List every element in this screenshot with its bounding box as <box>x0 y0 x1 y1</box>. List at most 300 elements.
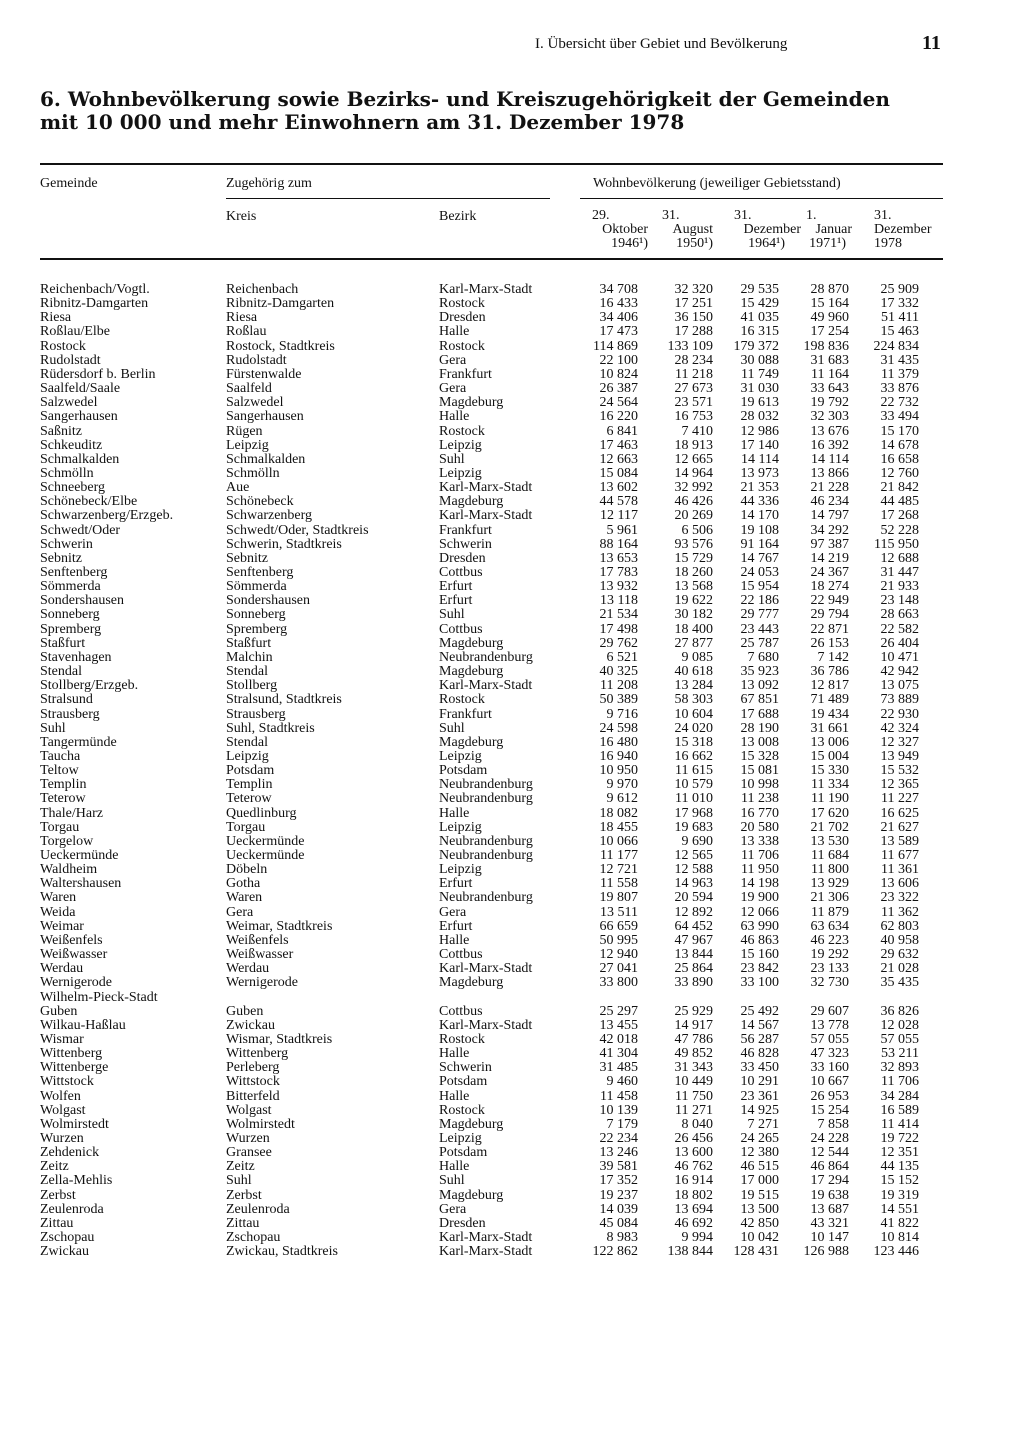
cell-bezirk: Rostock <box>439 423 485 439</box>
cell-kreis: Wurzen <box>226 1131 270 1146</box>
cell-1950: 31 343 <box>674 1060 713 1076</box>
cell-bezirk: Gera <box>439 904 467 920</box>
cell-1964: 15 328 <box>740 748 779 764</box>
cell-1964: 30 088 <box>740 352 779 368</box>
cell-kreis: Senftenberg <box>226 565 294 580</box>
cell-kreis: Döbeln <box>226 862 268 878</box>
cell-1964: 12 986 <box>740 423 779 439</box>
cell-1946: 14 039 <box>599 1201 638 1217</box>
table-row <box>0 1203 1024 1217</box>
cell-1950: 7 410 <box>681 423 713 439</box>
table-row <box>0 863 1024 877</box>
cell-gemeinde: Weimar <box>40 918 84 934</box>
cell-1946: 5 961 <box>606 522 638 538</box>
cell-1946: 11 208 <box>600 678 638 694</box>
cell-1946: 50 389 <box>599 692 638 708</box>
cell-1946: 12 117 <box>600 508 638 524</box>
cell-1964: 13 338 <box>740 833 779 849</box>
header-zugehoerig: Zugehörig zum <box>226 176 312 191</box>
cell-1946: 9 460 <box>606 1074 638 1090</box>
cell-1946: 24 564 <box>599 395 638 411</box>
cell-kreis: Riesa <box>226 310 258 326</box>
table-title <box>40 88 940 134</box>
table-row <box>0 283 1024 297</box>
cell-1978: 12 028 <box>880 1017 919 1033</box>
cell-kreis: Spremberg <box>226 621 288 637</box>
cell-kreis: Roßlau <box>226 324 267 340</box>
cell-bezirk: Dresden <box>439 310 486 326</box>
cell-1978: 19 319 <box>880 1187 919 1203</box>
cell-kreis: Weimar, Stadtkreis <box>226 918 333 934</box>
cell-bezirk: Potsdam <box>439 1145 488 1161</box>
cell-kreis: Zwickau <box>226 1017 275 1033</box>
cell-kreis: Zeulenroda <box>226 1201 290 1217</box>
cell-gemeinde: Sondershausen <box>40 593 124 609</box>
table-row <box>0 495 1024 509</box>
cell-gemeinde: Torgelow <box>40 833 94 849</box>
cell-1978: 21 627 <box>880 819 919 835</box>
cell-1978: 13 606 <box>880 876 919 892</box>
cell-1946: 42 018 <box>599 1031 638 1047</box>
cell-1971: 71 489 <box>810 692 849 708</box>
cell-bezirk: Neubrandenburg <box>439 848 533 863</box>
cell-1964: 21 353 <box>740 480 779 496</box>
cell-1978: 44 485 <box>880 494 919 510</box>
cell-1971: 63 634 <box>810 918 849 934</box>
table-row <box>0 1160 1024 1174</box>
cell-1946: 7 179 <box>606 1116 638 1132</box>
table-row <box>0 1132 1024 1146</box>
cell-kreis: Fürstenwalde <box>226 366 302 382</box>
cell-1964: 46 828 <box>740 1046 779 1062</box>
cell-kreis: Rügen <box>226 423 263 439</box>
cell-1950: 20 594 <box>674 890 713 906</box>
cell-1978: 44 135 <box>880 1159 919 1175</box>
cell-1946: 9 612 <box>606 791 638 807</box>
cell-1946: 16 433 <box>599 296 638 312</box>
cell-1964: 19 613 <box>740 395 779 411</box>
cell-1964: 14 114 <box>741 451 779 467</box>
title-line-2: mit 10 000 und mehr Einwohnern am 31. Dezember 1978 <box>40 110 685 134</box>
cell-1950: 16 753 <box>674 409 713 425</box>
cell-1978: 224 834 <box>873 338 919 354</box>
table-row <box>0 1146 1024 1160</box>
cell-bezirk: Halle <box>439 1046 470 1062</box>
cell-bezirk: Frankfurt <box>439 366 492 382</box>
cell-1950: 46 426 <box>674 494 713 510</box>
cell-1971: 13 006 <box>810 734 849 750</box>
cell-1950: 18 802 <box>674 1187 713 1203</box>
cell-1946: 9 716 <box>606 706 638 722</box>
cell-1971: 18 274 <box>810 579 849 595</box>
cell-1946: 13 455 <box>599 1017 638 1033</box>
cell-bezirk: Erfurt <box>439 579 473 595</box>
table-row <box>0 807 1024 821</box>
table-row <box>0 382 1024 396</box>
cell-1946: 15 084 <box>599 465 638 481</box>
cell-kreis: Schmölln <box>226 465 280 481</box>
table-row <box>0 920 1024 934</box>
table-row <box>0 608 1024 622</box>
cell-1950: 12 588 <box>674 862 713 878</box>
cell-bezirk: Rostock <box>439 338 485 354</box>
cell-1978: 21 028 <box>880 961 919 977</box>
cell-bezirk: Magdeburg <box>439 494 504 510</box>
cell-kreis: Schmalkalden <box>226 451 306 467</box>
cell-1971: 24 367 <box>810 565 849 580</box>
cell-1964: 11 238 <box>741 791 779 807</box>
cell-1964: 22 186 <box>740 593 779 609</box>
cell-gemeinde: Schmalkalden <box>40 451 120 467</box>
cell-1964: 28 190 <box>740 720 779 736</box>
table-row <box>0 340 1024 354</box>
cell-gemeinde: Weida <box>40 904 76 920</box>
cell-1964: 28 032 <box>740 409 779 425</box>
cell-1946: 34 708 <box>599 282 638 297</box>
cell-1964: 17 000 <box>740 1173 779 1189</box>
cell-1950: 40 618 <box>674 664 713 680</box>
cell-bezirk: Frankfurt <box>439 706 492 722</box>
page-number: 11 <box>922 32 941 54</box>
cell-kreis: Stollberg <box>226 678 278 694</box>
cell-1964: 14 170 <box>740 508 779 524</box>
cell-1950: 138 844 <box>667 1244 713 1260</box>
cell-kreis: Leipzig <box>226 437 269 453</box>
cell-gemeinde: Weißenfels <box>40 932 103 948</box>
cell-bezirk: Halle <box>439 1159 470 1175</box>
cell-1971: 21 228 <box>810 480 849 496</box>
cell-1971: 11 800 <box>811 862 849 878</box>
cell-1964: 179 372 <box>733 338 779 354</box>
cell-gemeinde: Schwerin <box>40 536 93 552</box>
cell-bezirk: Rostock <box>439 1031 485 1047</box>
cell-1978: 17 268 <box>880 508 919 524</box>
title-line-1: 6. Wohnbevölkerung sowie Bezirks- und Kreiszugehörigkeit der Gemeinden <box>40 87 890 111</box>
cell-gemeinde: Zerbst <box>40 1187 76 1203</box>
cell-1950: 18 913 <box>674 437 713 453</box>
cell-bezirk: Magdeburg <box>439 1187 504 1203</box>
cell-1950: 64 452 <box>674 918 713 934</box>
cell-bezirk: Erfurt <box>439 876 473 892</box>
cell-1978: 11 379 <box>881 366 919 382</box>
cell-1971: 36 786 <box>810 664 849 680</box>
cell-1946: 12 663 <box>599 451 638 467</box>
table-row <box>0 538 1024 552</box>
cell-1964: 23 842 <box>740 961 779 977</box>
cell-1950: 26 456 <box>674 1131 713 1146</box>
cell-1946: 24 598 <box>599 720 638 736</box>
cell-bezirk: Schwerin <box>439 536 492 552</box>
table-row <box>0 297 1024 311</box>
cell-kreis: Sangerhausen <box>226 409 304 425</box>
table-row <box>0 665 1024 679</box>
cell-gemeinde: Rudolstadt <box>40 352 101 368</box>
cell-1946: 21 534 <box>599 607 638 623</box>
cell-1950: 47 967 <box>674 932 713 948</box>
cell-1971: 17 294 <box>810 1173 849 1189</box>
cell-gemeinde: Sonneberg <box>40 607 100 623</box>
cell-1950: 25 929 <box>674 1003 713 1019</box>
cell-1978: 35 435 <box>880 975 919 991</box>
cell-bezirk: Cottbus <box>439 621 483 637</box>
cell-1946: 12 721 <box>599 862 638 878</box>
cell-gemeinde: Zehdenick <box>40 1145 100 1161</box>
header-date-5-month: Dezember <box>874 222 932 237</box>
top-rule <box>40 163 943 165</box>
cell-kreis: Wernigerode <box>226 975 298 991</box>
cell-gemeinde: Zella-Mehlis <box>40 1173 113 1189</box>
cell-1964: 7 271 <box>747 1116 779 1132</box>
cell-1950: 17 251 <box>674 296 713 312</box>
cell-1964: 7 680 <box>747 649 779 665</box>
cell-1978: 31 447 <box>880 565 919 580</box>
cell-1971: 13 687 <box>810 1201 849 1217</box>
cell-kreis: Zeitz <box>226 1159 255 1175</box>
cell-bezirk: Erfurt <box>439 593 473 609</box>
cell-1971: 28 870 <box>810 282 849 297</box>
cell-1946: 40 325 <box>599 664 638 680</box>
cell-gemeinde: Waltershausen <box>40 876 122 892</box>
cell-1964: 29 777 <box>740 607 779 623</box>
cell-1964: 46 863 <box>740 932 779 948</box>
cell-1978: 25 909 <box>880 282 919 297</box>
cell-gemeinde: Schwedt/Oder <box>40 522 121 538</box>
table-row <box>0 1061 1024 1075</box>
cell-1950: 25 864 <box>674 961 713 977</box>
cell-1971: 33 643 <box>810 381 849 397</box>
cell-1946: 11 177 <box>600 848 638 863</box>
cell-1971: 13 866 <box>810 465 849 481</box>
cell-1978: 13 075 <box>880 678 919 694</box>
cell-1971: 21 306 <box>810 890 849 906</box>
cell-kreis: Ueckermünde <box>226 833 305 849</box>
cell-1950: 93 576 <box>674 536 713 552</box>
table-row <box>0 891 1024 905</box>
cell-1946: 19 237 <box>599 1187 638 1203</box>
cell-gemeinde: Weißwasser <box>40 947 108 963</box>
cell-gemeinde: Saßnitz <box>40 423 82 439</box>
cell-kreis: Wittstock <box>226 1074 280 1090</box>
cell-1971: 13 929 <box>810 876 849 892</box>
cell-1964: 16 770 <box>740 805 779 821</box>
header-date-4-year: 1971¹) <box>809 236 846 251</box>
cell-1964: 19 108 <box>740 522 779 538</box>
header-date-3-day: 31. <box>734 208 752 223</box>
cell-kreis: Potsdam <box>226 763 275 779</box>
cell-1946: 10 824 <box>599 366 638 382</box>
cell-1971: 46 234 <box>810 494 849 510</box>
cell-gemeinde: Wolgast <box>40 1102 86 1118</box>
header-date-2-day: 31. <box>662 208 680 223</box>
cell-1964: 16 315 <box>740 324 779 340</box>
cell-kreis: Waren <box>226 890 263 906</box>
table-row <box>0 764 1024 778</box>
cell-gemeinde: Wilhelm-Pieck-Stadt <box>40 989 158 1005</box>
cell-1950: 15 318 <box>674 734 713 750</box>
cell-bezirk: Magdeburg <box>439 635 504 651</box>
cell-gemeinde: Schwarzenberg/Erzgeb. <box>40 508 174 524</box>
cell-bezirk: Karl-Marx-Stadt <box>439 961 533 977</box>
cell-gemeinde: Waldheim <box>40 862 98 878</box>
cell-1964: 13 092 <box>740 678 779 694</box>
cell-1946: 19 807 <box>599 890 638 906</box>
table-row <box>0 311 1024 325</box>
cell-1964: 24 053 <box>740 565 779 580</box>
cell-1950: 14 964 <box>674 465 713 481</box>
cell-1950: 47 786 <box>674 1031 713 1047</box>
cell-1978: 40 958 <box>880 932 919 948</box>
cell-1971: 13 778 <box>810 1017 849 1033</box>
header-date-1-day: 29. <box>592 208 610 223</box>
cell-1978: 12 365 <box>880 777 919 793</box>
table-row <box>0 906 1024 920</box>
cell-1978: 62 803 <box>880 918 919 934</box>
cell-1971: 26 153 <box>810 635 849 651</box>
cell-1971: 19 638 <box>810 1187 849 1203</box>
cell-gemeinde: Stavenhagen <box>40 649 112 665</box>
cell-bezirk: Leipzig <box>439 437 482 453</box>
cell-1978: 15 532 <box>880 763 919 779</box>
cell-1978: 10 814 <box>880 1230 919 1246</box>
cell-1950: 9 085 <box>681 649 713 665</box>
cell-1971: 14 114 <box>811 451 849 467</box>
cell-1950: 23 571 <box>674 395 713 411</box>
cell-1971: 46 864 <box>810 1159 849 1175</box>
cell-1946: 45 084 <box>599 1215 638 1231</box>
cell-1978: 12 351 <box>880 1145 919 1161</box>
cell-1946: 44 578 <box>599 494 638 510</box>
cell-bezirk: Cottbus <box>439 947 483 963</box>
cell-1964: 42 850 <box>740 1215 779 1231</box>
cell-1950: 11 218 <box>675 366 713 382</box>
cell-1971: 34 292 <box>810 522 849 538</box>
cell-1964: 17 688 <box>740 706 779 722</box>
cell-1946: 122 862 <box>592 1244 638 1260</box>
cell-1978: 11 362 <box>881 904 919 920</box>
cell-bezirk: Magdeburg <box>439 734 504 750</box>
cell-gemeinde: Tangermünde <box>40 734 117 750</box>
cell-1971: 14 797 <box>810 508 849 524</box>
table-row <box>0 1005 1024 1019</box>
cell-1978: 21 842 <box>880 480 919 496</box>
cell-1971: 26 953 <box>810 1088 849 1104</box>
table-row <box>0 1245 1024 1259</box>
cell-kreis: Wittenberg <box>226 1046 289 1062</box>
cell-1978: 17 332 <box>880 296 919 312</box>
cell-1946: 22 234 <box>599 1131 638 1146</box>
cell-1964: 14 767 <box>740 550 779 566</box>
cell-gemeinde: Suhl <box>40 720 66 736</box>
cell-1964: 23 443 <box>740 621 779 637</box>
cell-1978: 31 435 <box>880 352 919 368</box>
cell-1978: 14 678 <box>880 437 919 453</box>
header-gemeinde: Gemeinde <box>40 176 98 191</box>
table-row <box>0 439 1024 453</box>
table-row <box>0 354 1024 368</box>
table-row <box>0 1104 1024 1118</box>
cell-gemeinde: Waren <box>40 890 77 906</box>
header-date-5-day: 31. <box>874 208 892 223</box>
cell-kreis: Sonneberg <box>226 607 286 623</box>
cell-1971: 11 334 <box>811 777 849 793</box>
cell-bezirk: Rostock <box>439 296 485 312</box>
cell-1946: 27 041 <box>599 961 638 977</box>
cell-gemeinde: Staßfurt <box>40 635 86 651</box>
cell-1971: 21 702 <box>810 819 849 835</box>
cell-1950: 133 109 <box>667 338 713 354</box>
cell-1978: 29 632 <box>880 947 919 963</box>
cell-gemeinde: Thale/Harz <box>40 805 103 821</box>
header-bezirk: Bezirk <box>439 209 477 224</box>
cell-bezirk: Magdeburg <box>439 395 504 411</box>
cell-kreis: Wolgast <box>226 1102 272 1118</box>
table-row <box>0 1047 1024 1061</box>
cell-bezirk: Karl-Marx-Stadt <box>439 508 533 524</box>
table-row <box>0 481 1024 495</box>
cell-1978: 42 324 <box>880 720 919 736</box>
header-kreis: Kreis <box>226 209 257 224</box>
cell-kreis: Weißwasser <box>226 947 294 963</box>
cell-bezirk: Gera <box>439 352 467 368</box>
table-row <box>0 849 1024 863</box>
cell-1971: 31 661 <box>810 720 849 736</box>
cell-1946: 11 458 <box>600 1088 638 1104</box>
cell-bezirk: Karl-Marx-Stadt <box>439 678 533 694</box>
cell-1978: 16 589 <box>880 1102 919 1118</box>
cell-bezirk: Magdeburg <box>439 1116 504 1132</box>
cell-1964: 10 998 <box>740 777 779 793</box>
cell-1950: 46 692 <box>674 1215 713 1231</box>
cell-1971: 32 730 <box>810 975 849 991</box>
table-row <box>0 948 1024 962</box>
table-row <box>0 934 1024 948</box>
cell-1950: 11 750 <box>675 1088 713 1104</box>
cell-1978: 33 494 <box>880 409 919 425</box>
header-wohnbevoelkerung: Wohnbevölkerung (jeweiliger Gebietsstand) <box>593 176 841 191</box>
cell-gemeinde: Teterow <box>40 791 86 807</box>
table-row <box>0 467 1024 481</box>
table-row <box>0 1189 1024 1203</box>
table-row <box>0 1019 1024 1033</box>
table-row <box>0 368 1024 382</box>
cell-1964: 13 973 <box>740 465 779 481</box>
table-row <box>0 651 1024 665</box>
cell-1950: 10 449 <box>674 1074 713 1090</box>
cell-1950: 27 877 <box>674 635 713 651</box>
cell-1971: 13 676 <box>810 423 849 439</box>
table-row <box>0 453 1024 467</box>
cell-1971: 49 960 <box>810 310 849 326</box>
cell-1978: 36 826 <box>880 1003 919 1019</box>
cell-1971: 29 607 <box>810 1003 849 1019</box>
cell-1971: 15 164 <box>810 296 849 312</box>
cell-1946: 6 521 <box>606 649 638 665</box>
cell-1964: 14 567 <box>740 1017 779 1033</box>
cell-1950: 36 150 <box>674 310 713 326</box>
table-row <box>0 325 1024 339</box>
cell-1950: 24 020 <box>674 720 713 736</box>
cell-kreis: Reichenbach <box>226 282 299 297</box>
cell-1964: 13 008 <box>740 734 779 750</box>
cell-1978: 52 228 <box>880 522 919 538</box>
cell-bezirk: Magdeburg <box>439 975 504 991</box>
cell-bezirk: Neubrandenburg <box>439 890 533 906</box>
cell-gemeinde: Stollberg/Erzgeb. <box>40 678 139 694</box>
cell-gemeinde: Salzwedel <box>40 395 98 411</box>
cell-1964: 15 081 <box>740 763 779 779</box>
cell-1946: 13 932 <box>599 579 638 595</box>
cell-gemeinde: Ribnitz-Damgarten <box>40 296 149 312</box>
